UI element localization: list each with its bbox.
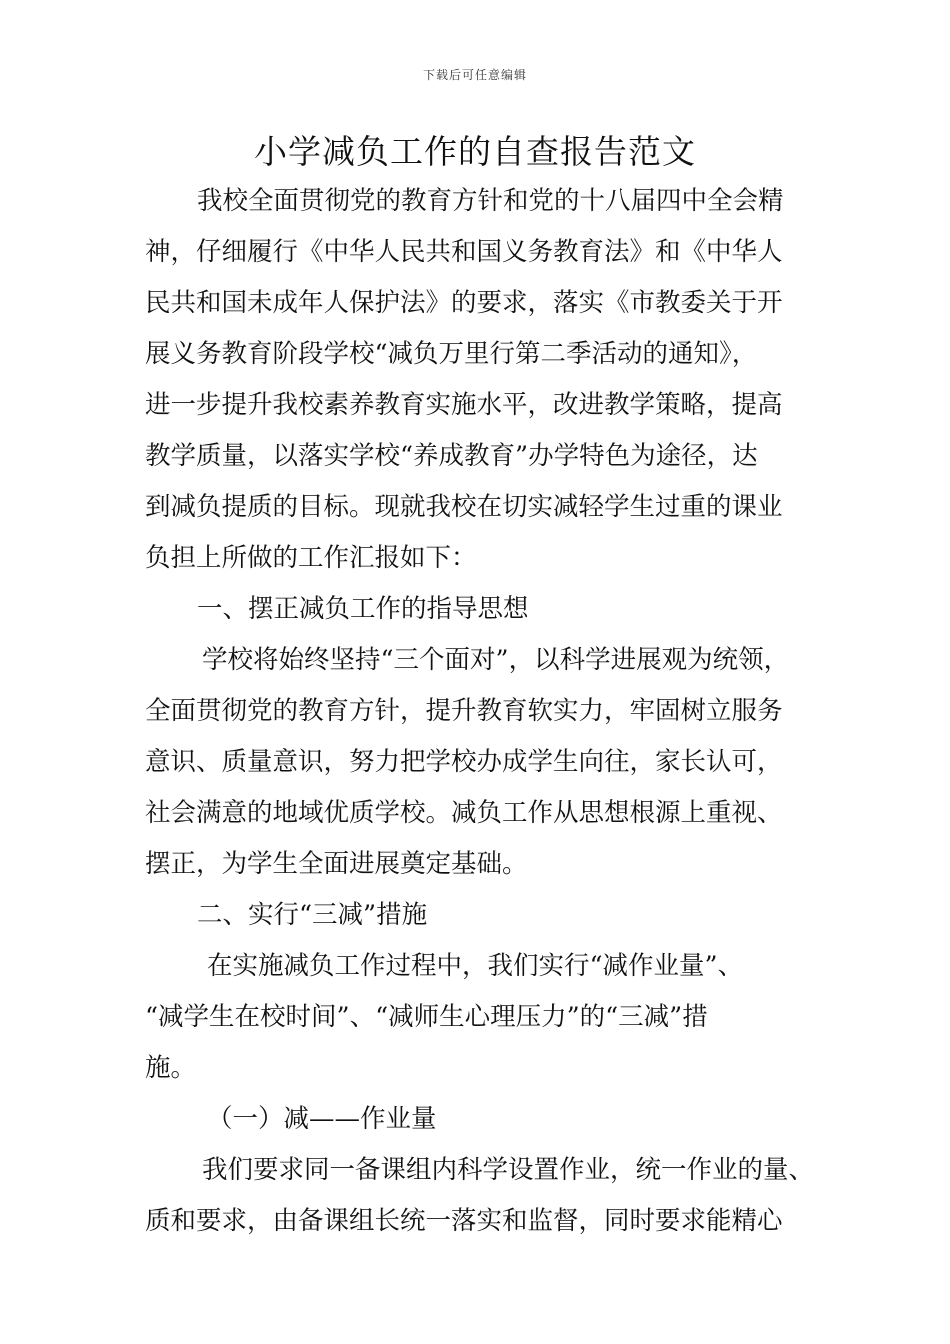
text-line: 施。	[145, 1053, 197, 1083]
text-line: 神，仔细履行《中华人民共和国义务教育法》和《中华人	[145, 237, 783, 267]
document-body	[145, 176, 835, 1247]
text-line: 社会满意的地域优质学校。减负工作从思想根源上重视、	[145, 798, 783, 828]
document-title: 小学减负工作的自查报告范文	[254, 132, 696, 171]
text-line: 负担上所做的工作汇报如下：	[145, 543, 477, 573]
text-line: 民共和国未成年人保护法》的要求，落实《市教委关于开	[145, 288, 783, 318]
subsection-heading: （一）减——作业量	[207, 1104, 437, 1134]
text-line: “减学生在校时间”、“减师生心理压力”的“三减”措	[145, 1002, 708, 1032]
text-line: 我们要求同一备课组内科学设置作业，统一作业的量、	[202, 1155, 815, 1185]
text-line: 展义务教育阶段学校“减负万里行第二季活动的通知》，	[145, 339, 758, 369]
subsection-1	[145, 1094, 835, 1247]
text-line: 摆正，为学生全面进展奠定基础。	[145, 849, 528, 879]
header-note: 下载后可任意编辑	[422, 68, 527, 82]
section-heading: 一、摆正减负工作的指导思想	[197, 594, 529, 624]
section-1	[145, 584, 835, 890]
text-line: 到减负提质的目标。现就我校在切实减轻学生过重的课业	[145, 492, 783, 522]
text-line: 我校全面贯彻党的教育方针和党的十八届四中全会精	[197, 186, 784, 216]
text-line: 教学质量，以落实学校“养成教育”办学特色为途径，达	[145, 441, 758, 471]
intro-paragraph	[145, 176, 835, 584]
text-line: 在实施减负工作过程中，我们实行“减作业量”、	[207, 951, 744, 981]
text-line: 进一步提升我校素养教育实施水平，改进教学策略，提高	[145, 390, 783, 420]
section-2	[145, 890, 835, 1094]
text-line: 全面贯彻党的教育方针，提升教育软实力，牢固树立服务	[145, 696, 783, 726]
section-heading: 二、实行“三减”措施	[197, 900, 428, 930]
text-line: 质和要求，由备课组长统一落实和监督，同时要求能精心	[145, 1206, 783, 1236]
text-line: 学校将始终坚持“三个面对”，以科学进展观为统领，	[202, 645, 790, 675]
text-line: 意识、质量意识，努力把学校办成学生向往，家长认可，	[145, 747, 783, 777]
